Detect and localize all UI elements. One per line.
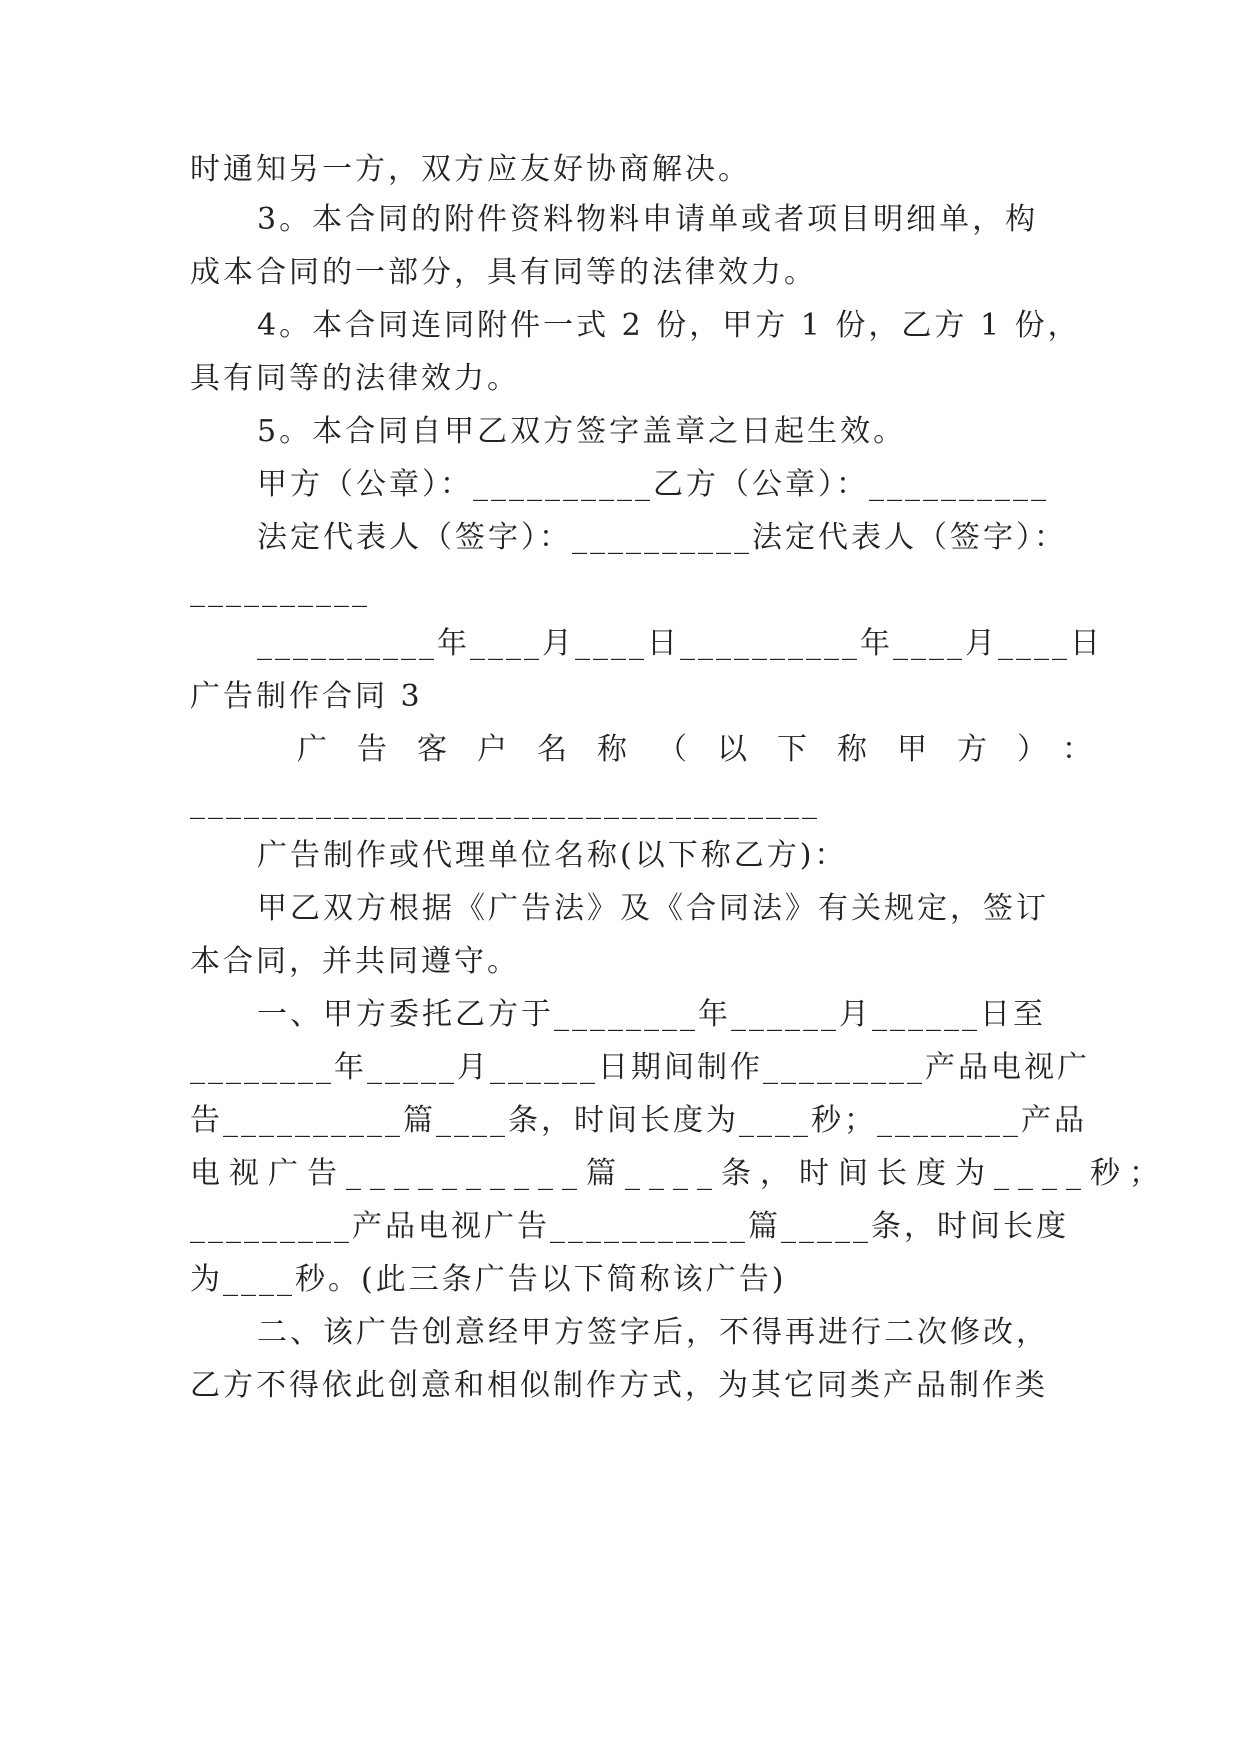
text-line: 成本合同的一部分，具有同等的法律效力。 <box>190 255 817 290</box>
party-seal-line: 甲方（公章）：__________乙方（公章）：__________ <box>257 467 1049 502</box>
text-line: _________产品电视广告___________篇_____条，时间长度 <box>190 1209 1069 1244</box>
clause-4: 4。本合同连同附件一式 2 份，甲方 1 份，乙方 1 份， <box>257 308 1081 343</box>
text-line: 本合同，并共同遵守。 <box>190 944 520 979</box>
representative-signature-line: 法定代表人（签字）：__________法定代表人（签字）： <box>257 520 1067 555</box>
text-line: 电视广告__________篇____条，时间长度为____秒； <box>190 1156 1168 1191</box>
clause-5: 5。本合同自甲乙双方签字盖章之日起生效。 <box>257 414 907 449</box>
signature-blank: __________ <box>190 573 370 608</box>
text-line: 乙方不得依此创意和相似制作方式，为其它同类产品制作类 <box>190 1368 1048 1403</box>
client-name-blank: ___________________________________ <box>190 785 820 820</box>
text-line: 告__________篇____条，时间长度为____秒；________产品 <box>190 1103 1087 1138</box>
client-name-label: 广告客户名称（以下称甲方）： <box>297 732 1122 767</box>
agreement-preamble: 甲乙双方根据《广告法》及《合同法》有关规定，签订 <box>257 891 1049 926</box>
text-line: 时通知另一方，双方应友好协商解决。 <box>190 152 751 187</box>
date-line: __________年____月____日__________年____月____日 <box>257 626 1103 661</box>
text-line: 具有同等的法律效力。 <box>190 361 520 396</box>
text-line: 为____秒。(此三条广告以下简称该广告) <box>190 1262 787 1297</box>
clause-3: 3。本合同的附件资料物料申请单或者项目明细单，构 <box>257 202 1039 237</box>
contract-heading: 广告制作合同 3 <box>190 679 423 714</box>
article-1: 一、甲方委托乙方于________年______月______日至 <box>257 997 1046 1032</box>
text-line: ________年_____月______日期间制作_________产品电视广 <box>190 1050 1090 1085</box>
agency-name-label: 广告制作或代理单位名称(以下称乙方)： <box>257 838 848 873</box>
article-2: 二、该广告创意经甲方签字后，不得再进行二次修改， <box>257 1315 1049 1350</box>
